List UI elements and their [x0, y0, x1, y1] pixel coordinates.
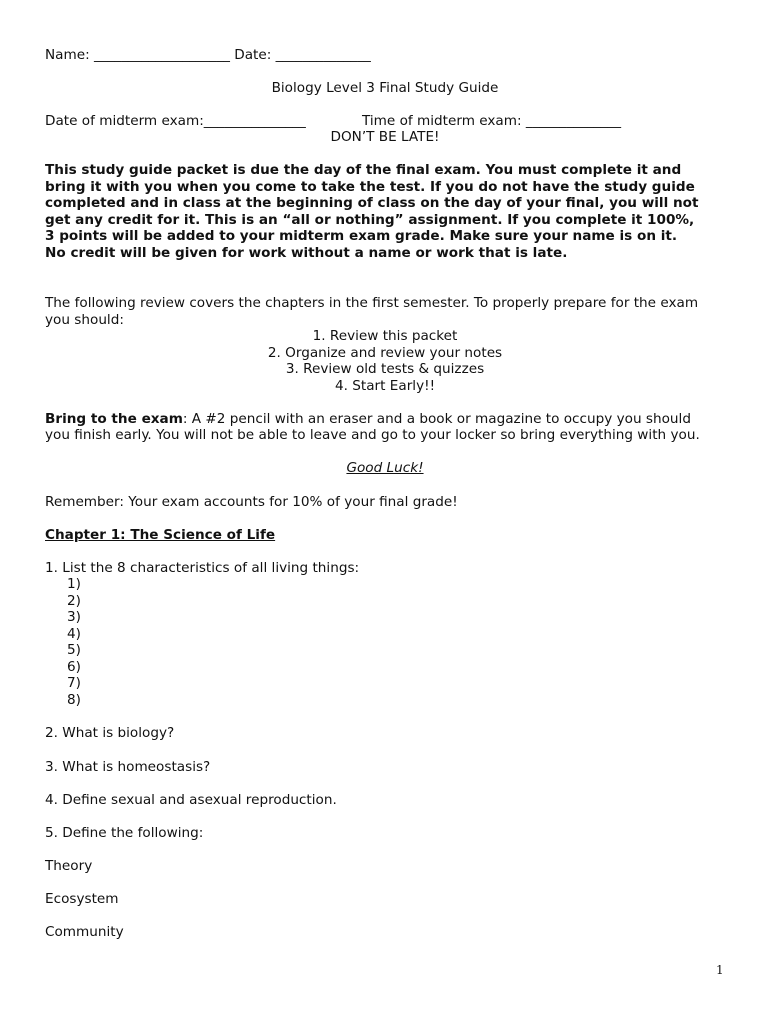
- dont-be-late: DON’T BE LATE!: [330, 129, 440, 145]
- notice-line: This study guide packet is due the day of the final exam. You must complete it and: [45, 162, 682, 178]
- prep-step: 1. Review this packet: [312, 328, 458, 344]
- bring-line-2: you finish early. You will not be able to leave and go to your locker so bring everything with you.: [45, 427, 700, 443]
- remember-line: Remember: Your exam accounts for 10% of your final grade!: [45, 494, 458, 510]
- answer-item: 1): [67, 576, 81, 592]
- term-theory: Theory: [45, 858, 93, 874]
- notice-line: completed and in class at the beginning of class on the day of your final, you will not: [45, 195, 699, 211]
- answer-item: 5): [67, 642, 81, 658]
- bring-label: Bring to the exam: [45, 411, 183, 427]
- answer-item: 7): [67, 675, 81, 691]
- answer-item: 8): [67, 692, 81, 708]
- notice-line: bring it with you when you come to take the test. If you do not have the study guide: [45, 179, 695, 195]
- midterm-date-line: Date of midterm exam:_______________: [45, 113, 306, 129]
- prep-step: 4. Start Early!!: [334, 378, 436, 394]
- term-ecosystem: Ecosystem: [45, 891, 119, 907]
- answer-item: 2): [67, 593, 81, 609]
- answer-item: 3): [67, 609, 81, 625]
- notice-line: No credit will be given for work without a name or work that is late.: [45, 245, 568, 261]
- question-2: 2. What is biology?: [45, 725, 175, 741]
- document-title: Biology Level 3 Final Study Guide: [271, 80, 499, 96]
- notice-line: get any credit for it. This is an “all or nothing” assignment. If you complete it 100%,: [45, 212, 695, 228]
- answer-item: 6): [67, 659, 81, 675]
- bring-line: [45, 411, 691, 428]
- intro-line: you should:: [45, 312, 124, 328]
- prep-step: 2. Organize and review your notes: [267, 345, 503, 361]
- chapter-1-heading: Chapter 1: The Science of Life: [45, 527, 276, 543]
- prep-step: 3. Review old tests & quizzes: [285, 361, 485, 377]
- midterm-time-line: Time of midterm exam: ______________: [362, 113, 622, 129]
- question-3: 3. What is homeostasis?: [45, 759, 211, 775]
- good-luck-text: Good Luck!: [346, 460, 424, 476]
- answer-item: 4): [67, 626, 81, 642]
- question-4: 4. Define sexual and asexual reproduction.: [45, 792, 337, 808]
- question-1: 1. List the 8 characteristics of all living things:: [45, 560, 360, 576]
- good-luck: [0, 460, 770, 477]
- question-5: 5. Define the following:: [45, 825, 204, 841]
- term-community: Community: [45, 924, 124, 940]
- bring-text: : A #2 pencil with an eraser and a book or magazine to occupy you should: [182, 411, 691, 427]
- notice-line: 3 points will be added to your midterm exam grade. Make sure your name is on it.: [45, 228, 678, 244]
- intro-line: The following review covers the chapters in the first semester. To properly prepare for the exam: [45, 295, 699, 311]
- page-number: 1: [716, 963, 724, 977]
- name-date-line: Name: ____________________ Date: ______________: [45, 47, 371, 63]
